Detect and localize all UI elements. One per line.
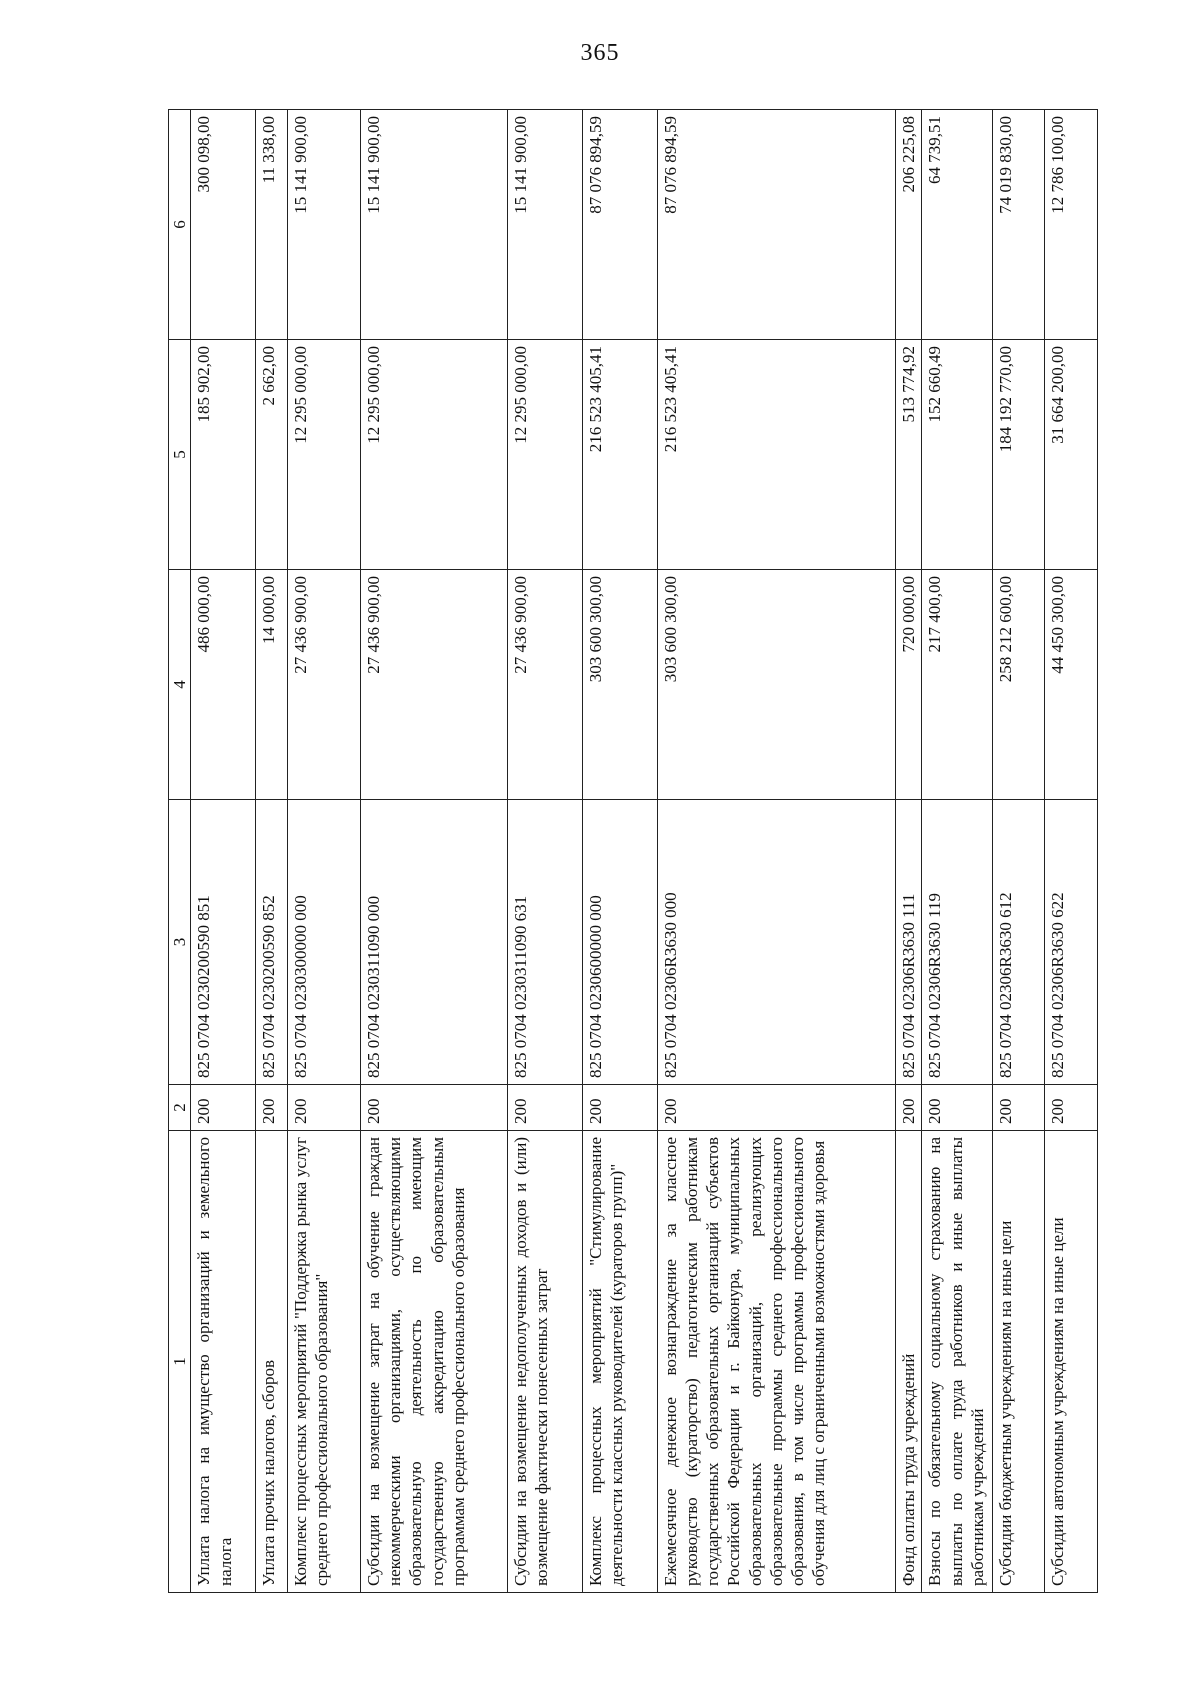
row-value-5: 12 295 000,00 [508,340,583,570]
row-value-5: 152 660,49 [922,340,993,570]
column-header: 6 [169,110,191,340]
row-value-6: 74 019 830,00 [992,110,1044,340]
table-row [508,110,583,1593]
row-code: 825 0704 02306R3630 111 [895,800,921,1085]
table-row [191,110,256,1593]
row-value-6: 87 076 894,59 [582,110,657,340]
row-value-6: 12 786 100,00 [1045,110,1098,340]
row-value-5: 216 523 405,41 [657,340,895,570]
row-value-5: 185 902,00 [191,340,256,570]
row-code: 825 0704 0230200590 851 [191,800,256,1085]
row-code: 825 0704 02306R3630 119 [922,800,993,1085]
row-code: 825 0704 02306R3630 000 [657,800,895,1085]
page-number: 365 [580,40,620,66]
row-value-4: 486 000,00 [191,570,256,800]
row-value-6: 15 141 900,00 [288,110,361,340]
row-value-4: 14 000,00 [255,570,287,800]
row-value-4: 27 436 900,00 [360,570,507,800]
table-row [288,110,361,1593]
column-header: 1 [169,1131,191,1593]
table-row [360,110,507,1593]
rotated-table-container [168,110,1098,1593]
row-value-5: 31 664 200,00 [1045,340,1098,570]
row-value-4: 303 600 300,00 [582,570,657,800]
column-header: 2 [169,1085,191,1131]
row-code: 825 0704 02306R3630 612 [992,800,1044,1085]
column-header: 4 [169,570,191,800]
row-value-6: 300 098,00 [191,110,256,340]
table-row [582,110,657,1593]
row-value-5: 513 774,92 [895,340,921,570]
row-code: 825 0704 0230311090 631 [508,800,583,1085]
row-kind: 200 [992,1085,1044,1131]
row-value-6: 64 739,51 [922,110,993,340]
row-name: Фонд оплаты труда учреждений [895,1131,921,1593]
table-row [255,110,287,1593]
row-kind: 200 [191,1085,256,1131]
row-code: 825 0704 0230311090 000 [360,800,507,1085]
row-value-4: 217 400,00 [922,570,993,800]
row-code: 825 0704 0230200590 852 [255,800,287,1085]
row-value-4: 720 000,00 [895,570,921,800]
header-row [169,110,191,1593]
table-row [922,110,993,1593]
row-value-5: 184 192 770,00 [992,340,1044,570]
table-row [992,110,1044,1593]
row-name: Субсидии бюджетным учреждениям на иные цели [992,1131,1044,1593]
row-value-6: 206 225,08 [895,110,921,340]
table-row [1045,110,1098,1593]
row-value-4: 303 600 300,00 [657,570,895,800]
row-value-6: 11 338,00 [255,110,287,340]
row-name: Ежемесячное денежное вознаграждение за классное руководство (кураторство) педагогическим работникам государственных образовательных организаций субъектов Российской Федерации и г. Байконура, муниципальных образовательных организаций, реализующих образовательные программы среднего профессионального образования, в том числе программы профессионального обучения для лиц с ограниченными возможностями здоровья [657,1131,895,1593]
row-name: Уплата налога на имущество организаций и земельного налога [191,1131,256,1593]
row-name: Комплекс процессных мероприятий "Стимулирование деятельности классных руководителей (кураторов групп)" [582,1131,657,1593]
row-value-5: 12 295 000,00 [288,340,361,570]
row-value-4: 27 436 900,00 [288,570,361,800]
row-kind: 200 [922,1085,993,1131]
row-value-5: 216 523 405,41 [582,340,657,570]
row-value-4: 258 212 600,00 [992,570,1044,800]
row-name: Комплекс процессных мероприятий "Поддержка рынка услуг среднего профессионального образования" [288,1131,361,1593]
row-name: Уплата прочих налогов, сборов [255,1131,287,1593]
row-value-4: 27 436 900,00 [508,570,583,800]
row-value-6: 15 141 900,00 [360,110,507,340]
row-name: Субсидии на возмещение затрат на обучение граждан некоммерческими организациями, осуществляющими образовательную деятельность по имеющим государственную аккредитацию образовательным программам среднего профессионального образования [360,1131,507,1593]
row-kind: 200 [582,1085,657,1131]
column-header: 3 [169,800,191,1085]
row-kind: 200 [657,1085,895,1131]
table-row [895,110,921,1593]
table-row [657,110,895,1593]
row-kind: 200 [508,1085,583,1131]
row-code: 825 0704 02306R3630 622 [1045,800,1098,1085]
row-code: 825 0704 0230600000 000 [582,800,657,1085]
row-kind: 200 [288,1085,361,1131]
row-value-6: 15 141 900,00 [508,110,583,340]
budget-table [168,109,1098,1593]
row-value-4: 44 450 300,00 [1045,570,1098,800]
column-header: 5 [169,340,191,570]
row-kind: 200 [255,1085,287,1131]
row-name: Взносы по обязательному социальному страхованию на выплаты по оплате труда работников и иные выплаты работникам учреждений [922,1131,993,1593]
row-value-5: 2 662,00 [255,340,287,570]
row-kind: 200 [360,1085,507,1131]
row-name: Субсидии автономным учреждениям на иные цели [1045,1131,1098,1593]
row-kind: 200 [1045,1085,1098,1131]
row-kind: 200 [895,1085,921,1131]
row-name: Субсидии на возмещение недополученных доходов и (или) возмещение фактически понесенных затрат [508,1131,583,1593]
row-value-6: 87 076 894,59 [657,110,895,340]
row-code: 825 0704 0230300000 000 [288,800,361,1085]
row-value-5: 12 295 000,00 [360,340,507,570]
